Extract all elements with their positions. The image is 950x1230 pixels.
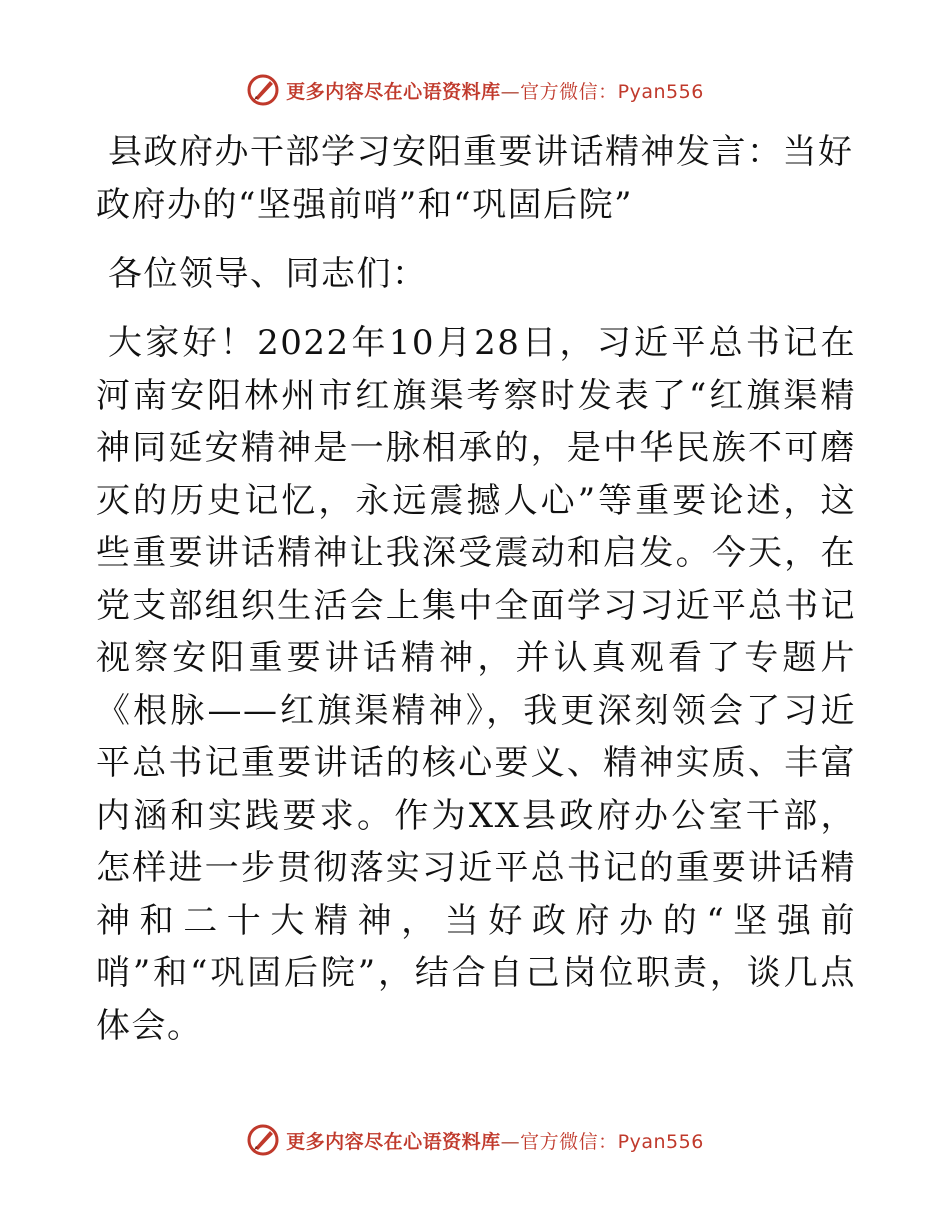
salutation: 各位领导、同志们： — [108, 254, 428, 294]
document-body — [96, 126, 856, 1052]
quill-logo-icon — [246, 73, 280, 107]
watermark-text: 更多内容尽在心语资料库—官方微信：Pyan556 — [286, 1130, 704, 1153]
paragraph-intro: 大家好！2022年10月28日，习近平总书记在河南安阳林州市红旗渠考察时发表了“红旗渠精神同延安精神是一脉相承的，是中华民族不可磨灭的历史记忆，永远震撼人心”等重要论述，这些重要讲话精神让我深受震动和启发。今天，在党支部组织生活会上集中全面学习习近平总书记视察安阳重要讲话精神，并认真观看了专题片《根脉——红旗渠精神》，我更深刻领会了习近平总书记重要讲话的核心要义、精神实质、丰富内涵和实践要求。作为XX县政府办公室干部，怎样进一步贯彻落实习近平总书记的重要讲话精神和二十大精神，当好政府办的“坚强前哨”和“巩固后院”，结合自己岗位职责，谈几点体会。 — [96, 323, 856, 1046]
document-title: 县政府办干部学习安阳重要讲话精神发言：当好政府办的“坚强前哨”和“巩固后院” — [96, 132, 854, 225]
header-watermark-banner — [0, 70, 950, 110]
footer-watermark-banner — [0, 1120, 950, 1160]
watermark-text: 更多内容尽在心语资料库—官方微信：Pyan556 — [286, 80, 704, 103]
quill-logo-icon — [246, 1123, 280, 1157]
